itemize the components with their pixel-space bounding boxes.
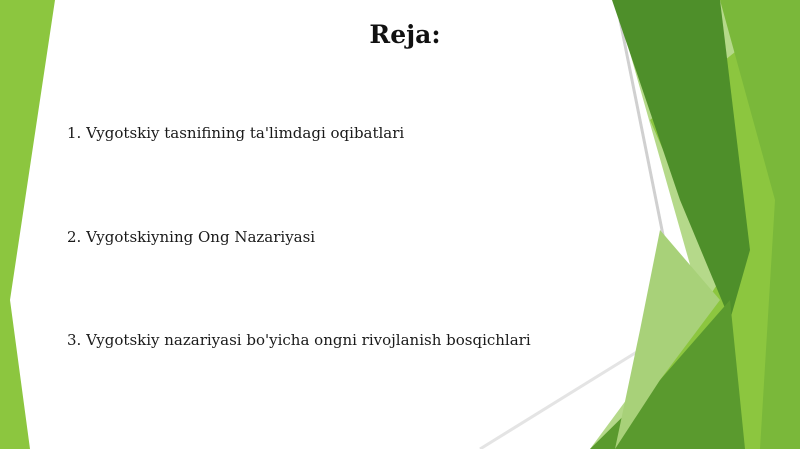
agenda-item-3: 3. Vygotskiy nazariyasi bo'yicha ongni rivojlanish bosqichlari [67, 331, 531, 349]
agenda-item-1: 1. Vygotskiy tasnifining ta'limdagi oqibatlari [67, 124, 405, 142]
agenda-item-2: 2. Vygotskiyning Ong Nazariyasi [67, 228, 316, 246]
left-green-wedge [0, 0, 55, 449]
slide-title: Reja: [369, 20, 441, 49]
